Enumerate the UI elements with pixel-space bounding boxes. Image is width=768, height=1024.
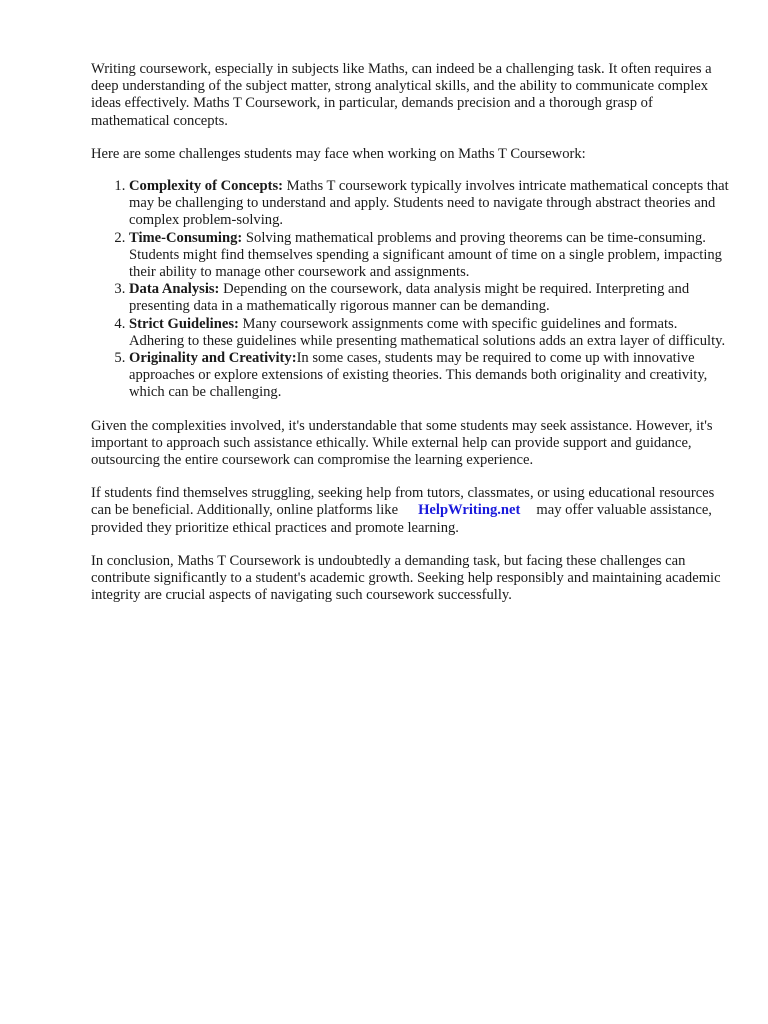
conclusion-paragraph: In conclusion, Maths T Coursework is undoubtedly a demanding task, but facing these challenges can contribute significantly to a student's academic growth. Seeking help responsibly and maintaining academic integrity are crucial aspects of navigating such coursework successfully.	[91, 552, 721, 604]
challenges-lead-paragraph: Here are some challenges students may face when working on Maths T Coursework:	[91, 145, 586, 162]
challenge-text: Many coursework assignments come with specific guidelines and formats. Adhering to these guidelines while presenting mathematical solutions adds an extra layer of difficulty.	[129, 315, 726, 349]
challenge-item-originality	[129, 350, 731, 402]
challenge-term: Time-Consuming:	[129, 229, 243, 246]
challenge-text: In some cases, students may be required to come up with innovative approaches or explore extensions of existing theories. This demands both originality and creativity, which can be challenging.	[129, 350, 708, 401]
assistance-paragraph: Given the complexities involved, it's understandable that some students may seek assistance. However, it's important to approach such assistance ethically. While external help can provide support and guidance, outsourcing the entire coursework can compromise the learning experience.	[91, 417, 713, 469]
challenge-text: Solving mathematical problems and proving theorems can be time-consuming. Students might find themselves spending a significant amount of time on a single problem, impacting their ability to manage other coursework and assignments.	[129, 229, 722, 281]
challenge-term: Strict Guidelines:	[129, 315, 239, 332]
helpwriting-link[interactable]: HelpWriting.net	[418, 502, 521, 519]
challenge-item-complexity	[129, 178, 731, 230]
document-page	[91, 61, 731, 620]
challenge-text: Maths T coursework typically involves intricate mathematical concepts that may be challenging to understand and apply. Students need to navigate through abstract theories and complex problem-solving.	[129, 178, 729, 229]
help-text-after: may offer valuable assistance, provided they prioritize ethical practices and promote learning.	[91, 502, 712, 536]
challenge-term: Complexity of Concepts:	[129, 178, 284, 195]
challenge-item-time	[129, 230, 731, 282]
intro-paragraph: Writing coursework, especially in subjects like Maths, can indeed be a challenging task. It often requires a deep understanding of the subject matter, strong analytical skills, and the ability to communicate complex ideas effectively. Maths T Coursework, in particular, demands precision and a thorough grasp of mathematical concepts.	[91, 61, 712, 129]
help-text-before: If students find themselves struggling, seeking help from tutors, classmates, or using educational resources can be beneficial. Additionally, online platforms like	[91, 485, 715, 519]
challenge-text: Depending on the coursework, data analysis might be required. Interpreting and presenting data in a mathematically rigorous manner can be demanding.	[129, 281, 690, 315]
challenge-term: Originality and Creativity:	[129, 350, 297, 367]
challenges-list	[91, 178, 731, 402]
challenge-item-data-analysis	[129, 281, 731, 315]
challenge-term: Data Analysis:	[129, 281, 220, 298]
help-paragraph	[91, 485, 731, 537]
challenge-item-guidelines	[129, 316, 731, 350]
